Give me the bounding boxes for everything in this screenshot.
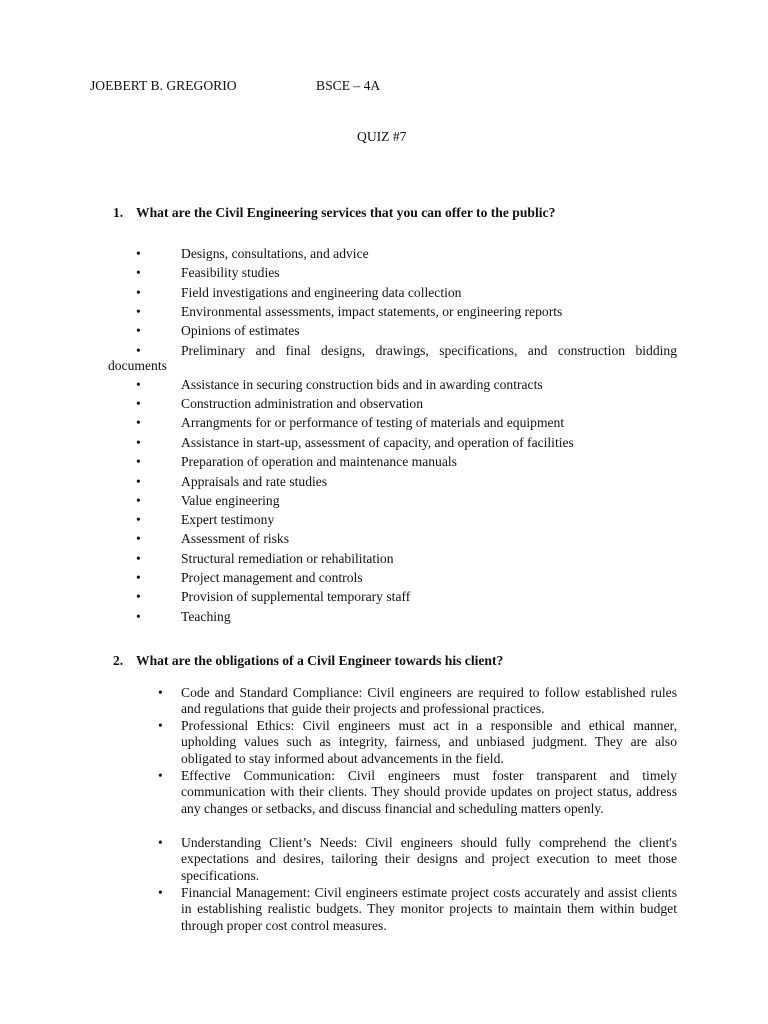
- bullet: •: [136, 265, 141, 280]
- list-item: Environmental assessments, impact statements, or engineering reports: [181, 304, 563, 319]
- bullet: •: [136, 474, 141, 489]
- bullet: •: [158, 718, 163, 733]
- bullet: •: [136, 589, 141, 604]
- list-item: Preparation of operation and maintenance manuals: [181, 454, 457, 469]
- quiz-title: QUIZ #7: [357, 129, 407, 144]
- list-item: Value engineering: [181, 493, 280, 508]
- list-item: Understanding Client’s Needs: Civil engineers should fully comprehend the client's expectations and desires, tailoring their designs and project execution to meet those specifications.: [181, 835, 677, 883]
- bullet: •: [158, 885, 163, 900]
- list-item: Designs, consultations, and advice: [181, 246, 369, 261]
- bullet: •: [158, 768, 163, 783]
- bullet: •: [136, 493, 141, 508]
- q1-question: What are the Civil Engineering services that you can offer to the public?: [136, 205, 556, 220]
- bullet: •: [136, 343, 141, 358]
- bullet: •: [136, 396, 141, 411]
- bullet: •: [136, 415, 141, 430]
- bullet: •: [136, 609, 141, 624]
- list-item: Preliminary and final designs, drawings, specifications, and construction bidding: [181, 343, 677, 358]
- list-item: Arrangments for or performance of testing of materials and equipment: [181, 415, 565, 430]
- bullet: •: [136, 246, 141, 261]
- list-item: Teaching: [181, 609, 231, 624]
- list-item: Financial Management: Civil engineers estimate project costs accurately and assist clients in establishing realistic budgets. They monitor projects to maintain them within budget through proper cost control measures.: [181, 885, 677, 933]
- section: BSCE – 4A: [316, 78, 381, 93]
- list-item: Assessment of risks: [181, 531, 289, 546]
- list-item: Feasibility studies: [181, 265, 280, 280]
- bullet: •: [136, 531, 141, 546]
- list-item: Field investigations and engineering data collection: [181, 285, 462, 300]
- bullet: •: [136, 435, 141, 450]
- bullet: •: [136, 570, 141, 585]
- list-item: Expert testimony: [181, 512, 275, 527]
- student-name: JOEBERT B. GREGORIO: [90, 78, 237, 93]
- list-item: Effective Communication: Civil engineers must foster transparent and timely communication with their clients. They should provide updates on project status, address any changes or setbacks, and discuss financial and scheduling matters openly.: [181, 768, 677, 816]
- list-item: Assistance in securing construction bids and in awarding contracts: [181, 377, 543, 392]
- list-item-continuation: documents: [108, 358, 167, 373]
- list-item: Appraisals and rate studies: [181, 474, 328, 489]
- bullet: •: [136, 454, 141, 469]
- q2-number: 2.: [113, 653, 124, 668]
- bullet: •: [136, 377, 141, 392]
- q1-number: 1.: [113, 205, 124, 220]
- list-item: Professional Ethics: Civil engineers must act in a responsible and ethical manner, upholding values such as integrity, fairness, and unbiased judgment. They are also obligated to stay informed about advancements in the field.: [181, 718, 677, 766]
- list-item: Code and Standard Compliance: Civil engineers are required to follow established rules and regulations that guide their projects and professional practices.: [181, 685, 677, 717]
- list-item: Provision of supplemental temporary staff: [181, 589, 411, 604]
- q2-question: What are the obligations of a Civil Engineer towards his client?: [136, 653, 504, 668]
- bullet: •: [136, 304, 141, 319]
- bullet: •: [158, 835, 163, 850]
- bullet: •: [136, 323, 141, 338]
- list-item: Assistance in start-up, assessment of capacity, and operation of facilities: [181, 435, 574, 450]
- bullet: •: [158, 685, 163, 700]
- list-item: Construction administration and observation: [181, 396, 424, 411]
- list-item: Structural remediation or rehabilitation: [181, 551, 394, 566]
- bullet: •: [136, 285, 141, 300]
- bullet: •: [136, 512, 141, 527]
- list-item: Opinions of estimates: [181, 323, 300, 338]
- bullet: •: [136, 551, 141, 566]
- list-item: Project management and controls: [181, 570, 363, 585]
